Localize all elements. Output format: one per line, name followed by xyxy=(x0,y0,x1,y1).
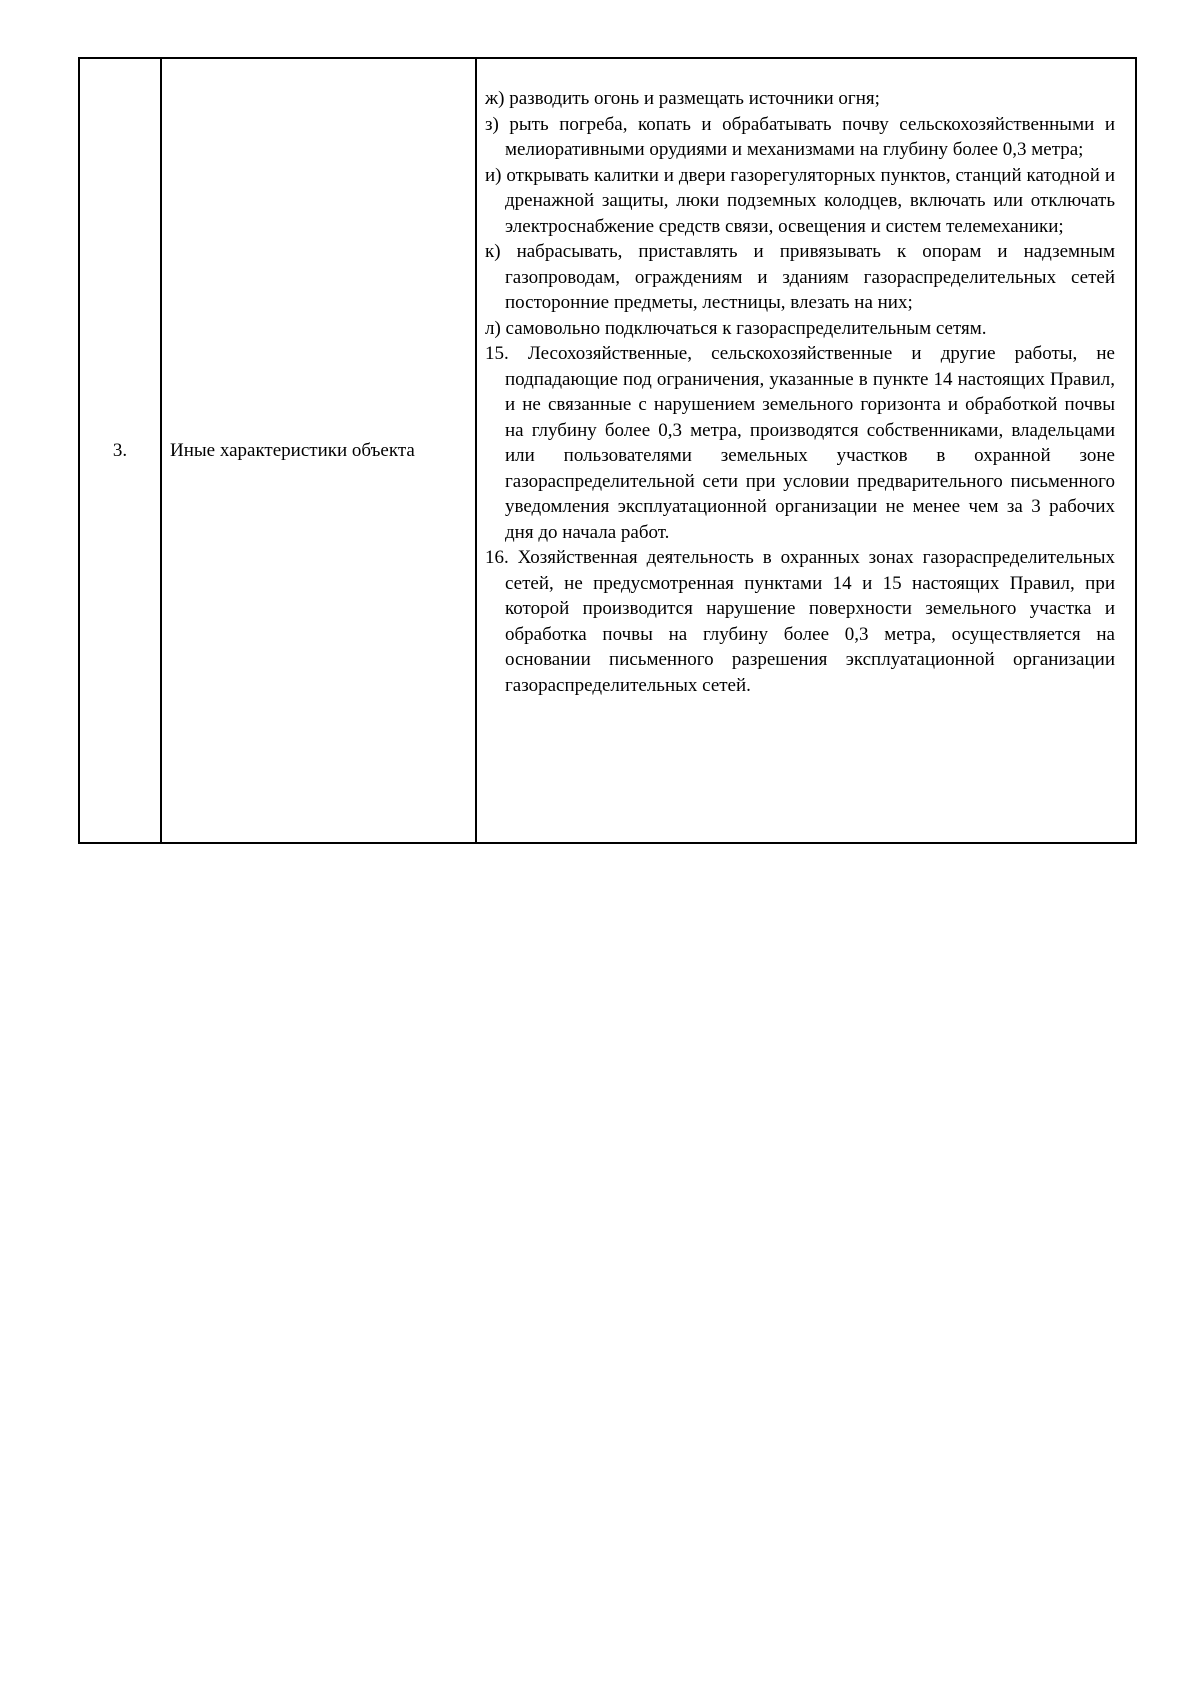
table-row xyxy=(79,58,1136,843)
paragraph-zh: ж) разводить огонь и размещать источники огня; xyxy=(485,88,880,109)
paragraph-i: и) открывать калитки и двери газорегуляторных пунктов, станций катодной и дренажной защиты, люки подземных колодцев, включать или отключать электроснабжение средств связи, освещения и систем телемеханики; xyxy=(485,164,1115,237)
paragraph-z: з) рыть погреба, копать и обрабатывать почву сельскохозяйственными и мелиоративными орудиями и механизмами на глубину более 0,3 метра; xyxy=(485,113,1115,160)
characteristics-table xyxy=(78,57,1137,844)
row-number: 3. xyxy=(79,58,161,843)
paragraph-l: л) самовольно подключаться к газораспределительным сетям. xyxy=(485,317,987,339)
paragraph-15: 15. Лесохозяйственные, сельскохозяйственные и другие работы, не подпадающие под ограничения, указанные в пункте 14 настоящих Правил, и не связанные с нарушением земельного горизонта и обработкой почвы на глубину более 0,3 метра, производятся собственниками, владельцами или пользователями земельных участков в охранной зоне газораспределительной сети при условии предварительного письменного уведомления эксплуатационной организации не менее чем за 3 рабочих дня до начала работ. xyxy=(485,343,1115,543)
paragraph-16: 16. Хозяйственная деятельность в охранных зонах газораспределительных сетей, не предусмотренная пунктами 14 и 15 настоящих Правил, при которой производится нарушение поверхности земельного участка и обработка почвы на глубину более 0,3 метра, осуществляется на основании письменного разрешения эксплуатационной организации газораспределительных сетей. xyxy=(485,547,1115,696)
paragraph-k: к) набрасывать, приставлять и привязывать к опорам и надземным газопроводам, ограждениям и зданиям газораспределительных сетей посторонние предметы, лестницы, влезать на них; xyxy=(485,241,1115,313)
row-name: Иные характеристики объекта xyxy=(161,58,476,843)
row-description xyxy=(476,58,1136,843)
